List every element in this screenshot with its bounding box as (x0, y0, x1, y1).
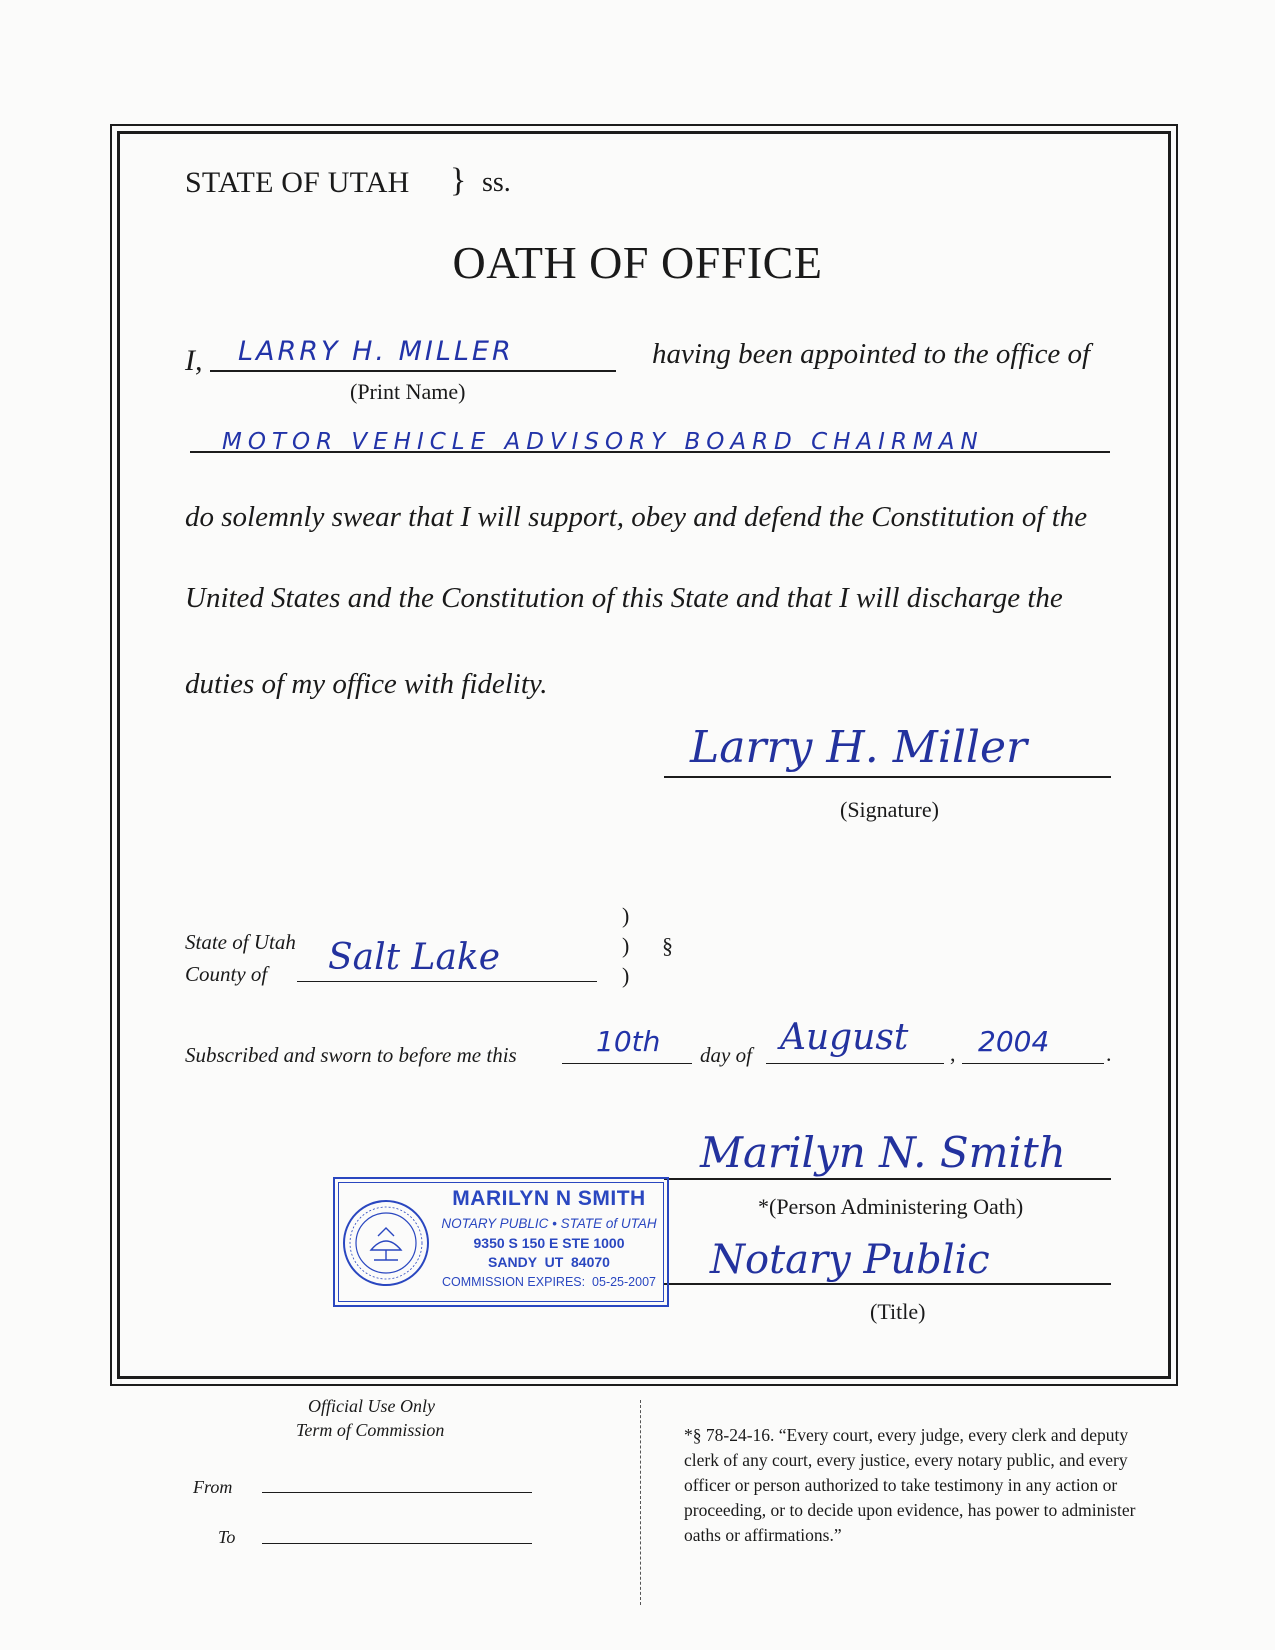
notary-caption: *(Person Administering Oath) (758, 1194, 1024, 1219)
venue-paren-3: ) (622, 963, 630, 988)
term-of-commission-heading: Term of Commission (296, 1420, 445, 1440)
sworn-period: . (1106, 1041, 1112, 1066)
day-line (562, 1063, 692, 1064)
state-seal-icon (341, 1198, 431, 1288)
county-line (297, 981, 597, 982)
notary-title-value: Notary Public (710, 1237, 990, 1283)
signature-line (664, 776, 1111, 778)
sworn-month: August (780, 1017, 909, 1058)
signature-value: Larry H. Miller (690, 722, 1028, 773)
signature-caption: (Signature) (840, 797, 939, 822)
venue-state-label: State of Utah (185, 930, 296, 954)
appointed-text: having been appointed to the office of (652, 338, 1091, 370)
stamp-name: MARILYN N SMITH (452, 1187, 646, 1210)
brace-symbol: } (450, 162, 467, 199)
oath-line-2: United States and the Constitution of this State and that I will discharge the (185, 582, 1063, 614)
sworn-prefix: Subscribed and sworn to before me this (185, 1043, 517, 1067)
section-symbol: § (662, 933, 673, 958)
notary-stamp (333, 1177, 669, 1307)
month-line (766, 1063, 944, 1064)
footer-divider (640, 1400, 641, 1605)
sworn-comma: , (950, 1041, 956, 1066)
sworn-day: 10th (596, 1025, 661, 1058)
sworn-year: 2004 (978, 1025, 1050, 1058)
notary-signature-value: Marilyn N. Smith (700, 1128, 1066, 1177)
year-line (962, 1063, 1104, 1064)
from-label: From (193, 1477, 233, 1497)
stamp-line-1: NOTARY PUBLIC • STATE of UTAH (441, 1216, 657, 1231)
to-line (262, 1543, 532, 1544)
oath-line-3: duties of my office with fidelity. (185, 668, 548, 700)
day-of-label: day of (700, 1043, 752, 1067)
print-name-value: LARRY H. MILLER (238, 336, 514, 367)
title-caption: (Title) (870, 1299, 926, 1324)
statute-text: *§ 78-24-16. “Every court, every judge, every clerk and deputy clerk of any court, every justice, every notary public, and every officer or person authorized to take testimony in any action or proceeding, or to decide upon evidence, has power to administer oaths or affirmations.” (684, 1425, 1136, 1545)
oath-line-1: do solemnly swear that I will support, obey and defend the Constitution of the (185, 501, 1088, 533)
stamp-line-3: SANDY UT 84070 (488, 1254, 610, 1270)
official-use-heading: Official Use Only (308, 1396, 435, 1416)
to-label: To (218, 1527, 236, 1547)
stamp-line-2: 9350 S 150 E STE 1000 (473, 1235, 625, 1251)
from-line (262, 1492, 532, 1493)
ss-label: ss. (482, 167, 511, 198)
venue-county-label: County of (185, 962, 268, 986)
venue-paren-1: ) (622, 903, 630, 928)
print-name-line (210, 370, 616, 372)
print-name-caption: (Print Name) (350, 379, 466, 404)
office-value: MOTOR VEHICLE ADVISORY BOARD CHAIRMAN (222, 429, 984, 455)
state-heading: STATE OF UTAH (185, 166, 410, 199)
title-line (664, 1283, 1111, 1285)
venue-paren-2: ) (622, 933, 630, 958)
county-value: Salt Lake (328, 937, 501, 978)
stamp-line-4: COMMISSION EXPIRES: 05-25-2007 (442, 1275, 656, 1289)
notary-signature-line (664, 1178, 1111, 1180)
document-title: OATH OF OFFICE (452, 237, 823, 288)
oath-i-word: I, (185, 344, 203, 377)
